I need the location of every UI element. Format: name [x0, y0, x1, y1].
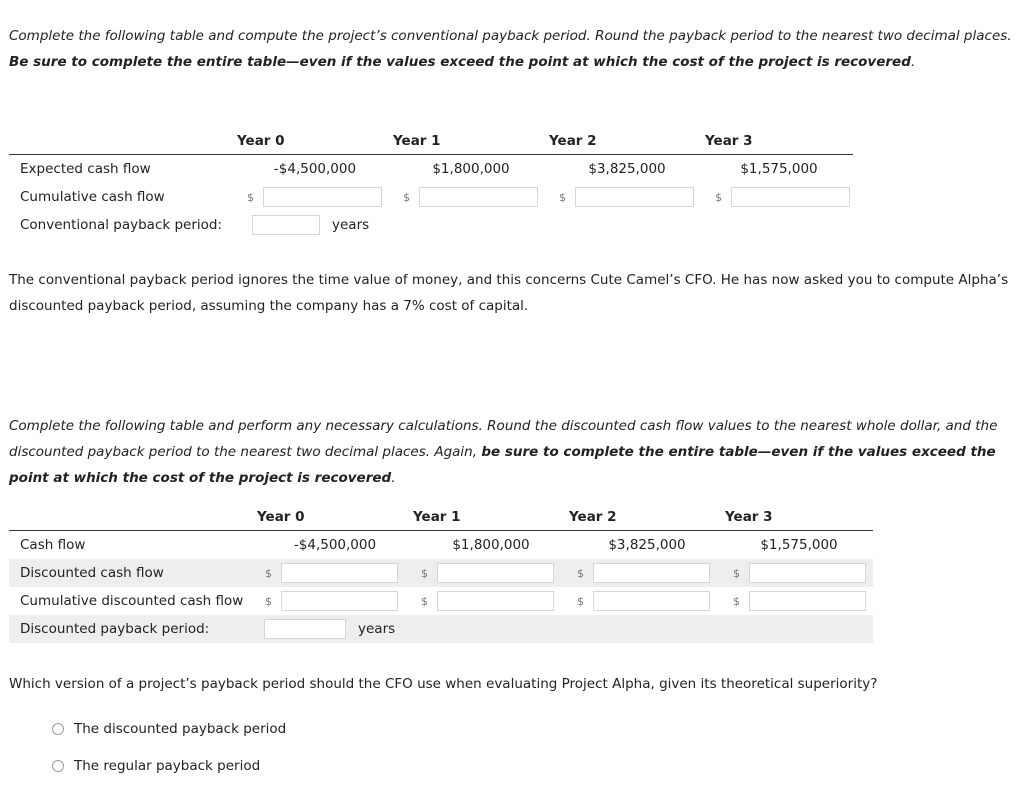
header-blank: [9, 504, 257, 531]
dollar-sign: $: [247, 190, 254, 204]
dollar-sign: $: [265, 594, 272, 608]
cumulative-discounted-row: [9, 587, 873, 615]
cumulative-cash-flow-label: Cumulative cash flow: [20, 189, 165, 205]
radio-icon[interactable]: [52, 723, 64, 735]
cash-year-0: -$4,500,000: [293, 537, 377, 553]
discounted-intro-text: The conventional payback period ignores the time value of money, and this concerns Cute Camel’s CFO. He has now asked you to compute Alpha’s discounted payback period, assuming the company has a 7% cost of capital.: [9, 272, 1009, 314]
option-regular-label: The regular payback period: [74, 758, 261, 774]
discounted-payback-input[interactable]: [264, 619, 346, 639]
instructions-2-text: Complete the following table and perform any necessary calculations. Round the discounted cash flow values to the nearest whole dollar, and the discounted payback period to the nearest two decimal places. Again,: [9, 418, 998, 460]
years-unit: years: [332, 217, 370, 233]
instructions-2: [9, 413, 1015, 491]
header-year-2: Year 2: [549, 128, 705, 155]
header-year-1: Year 1: [393, 128, 549, 155]
dollar-sign: $: [733, 566, 740, 580]
cumulative-year-1-input[interactable]: [419, 187, 538, 207]
expected-year-0: -$4,500,000: [273, 161, 357, 177]
conventional-payback-label: Conventional payback period:: [20, 217, 223, 233]
cumulative-discounted-year-0-input[interactable]: [281, 591, 398, 611]
expected-cash-flow-row: [9, 155, 853, 184]
cumulative-discounted-year-2-input[interactable]: [593, 591, 710, 611]
conventional-payback-row: [9, 211, 853, 239]
cumulative-year-3-input[interactable]: [731, 187, 850, 207]
option-discounted-payback[interactable]: [52, 721, 286, 737]
instructions-1: [9, 23, 1015, 75]
discounted-cash-flow-row: [9, 559, 873, 587]
cash-year-2: $3,825,000: [608, 537, 686, 553]
header-year-1: Year 1: [413, 504, 569, 531]
option-discounted-label: The discounted payback period: [74, 721, 287, 737]
cumulative-year-2-input[interactable]: [575, 187, 694, 207]
dollar-sign: $: [577, 594, 584, 608]
expected-year-1: $1,800,000: [432, 161, 510, 177]
header-year-3: Year 3: [705, 128, 853, 155]
dollar-sign: $: [577, 566, 584, 580]
dollar-sign: $: [421, 566, 428, 580]
header-blank: [9, 128, 237, 155]
expected-year-3: $1,575,000: [740, 161, 818, 177]
payback-question: Which version of a project’s payback period should the CFO use when evaluating Project Alpha, given its theoretical superiority?: [9, 676, 878, 692]
discounted-year-1-input[interactable]: [437, 563, 554, 583]
discounted-payback-table: [9, 504, 873, 643]
cash-year-3: $1,575,000: [760, 537, 838, 553]
payback-table: [9, 128, 853, 239]
cash-flow-label: Cash flow: [20, 537, 86, 553]
instructions-1-text: Complete the following table and compute the project’s conventional payback period. Round the payback period to the nearest two decimal places.: [9, 28, 1012, 44]
expected-year-2: $3,825,000: [588, 161, 666, 177]
years-unit: years: [358, 621, 396, 637]
dollar-sign: $: [403, 190, 410, 204]
cash-flow-row: [9, 531, 873, 560]
discounted-payback-row: [9, 615, 873, 643]
discounted-year-3-input[interactable]: [749, 563, 866, 583]
instructions-2-bold: be sure to complete the entire table—even if the values exceed the point at which the cost of the project is recovered: [9, 444, 996, 486]
conventional-payback-input[interactable]: [252, 215, 320, 235]
dollar-sign: $: [265, 566, 272, 580]
cumulative-discounted-year-3-input[interactable]: [749, 591, 866, 611]
expected-cash-flow-label: Expected cash flow: [20, 161, 151, 177]
discounted-payback-label: Discounted payback period:: [9, 615, 257, 643]
dollar-sign: $: [559, 190, 566, 204]
dollar-sign: $: [715, 190, 722, 204]
header-year-0: Year 0: [257, 504, 413, 531]
instructions-1-end: .: [910, 54, 916, 70]
radio-icon[interactable]: [52, 760, 64, 772]
instructions-1-bold: Be sure to complete the entire table—even if the values exceed the point at which the cost of the project is recovered: [9, 54, 911, 70]
dollar-sign: $: [733, 594, 740, 608]
cumulative-discounted-year-1-input[interactable]: [437, 591, 554, 611]
instructions-2-end: .: [391, 470, 396, 486]
cumulative-cash-flow-row: [9, 183, 853, 211]
discounted-year-0-input[interactable]: [281, 563, 398, 583]
option-regular-payback[interactable]: [52, 758, 260, 774]
cumulative-discounted-label: Cumulative discounted cash flow: [20, 593, 244, 609]
cumulative-year-0-input[interactable]: [263, 187, 382, 207]
discounted-cash-flow-label: Discounted cash flow: [9, 559, 257, 587]
cash-year-1: $1,800,000: [452, 537, 530, 553]
header-year-0: Year 0: [237, 128, 393, 155]
discounted-year-2-input[interactable]: [593, 563, 710, 583]
header-year-3: Year 3: [725, 504, 873, 531]
dollar-sign: $: [421, 594, 428, 608]
header-year-2: Year 2: [569, 504, 725, 531]
